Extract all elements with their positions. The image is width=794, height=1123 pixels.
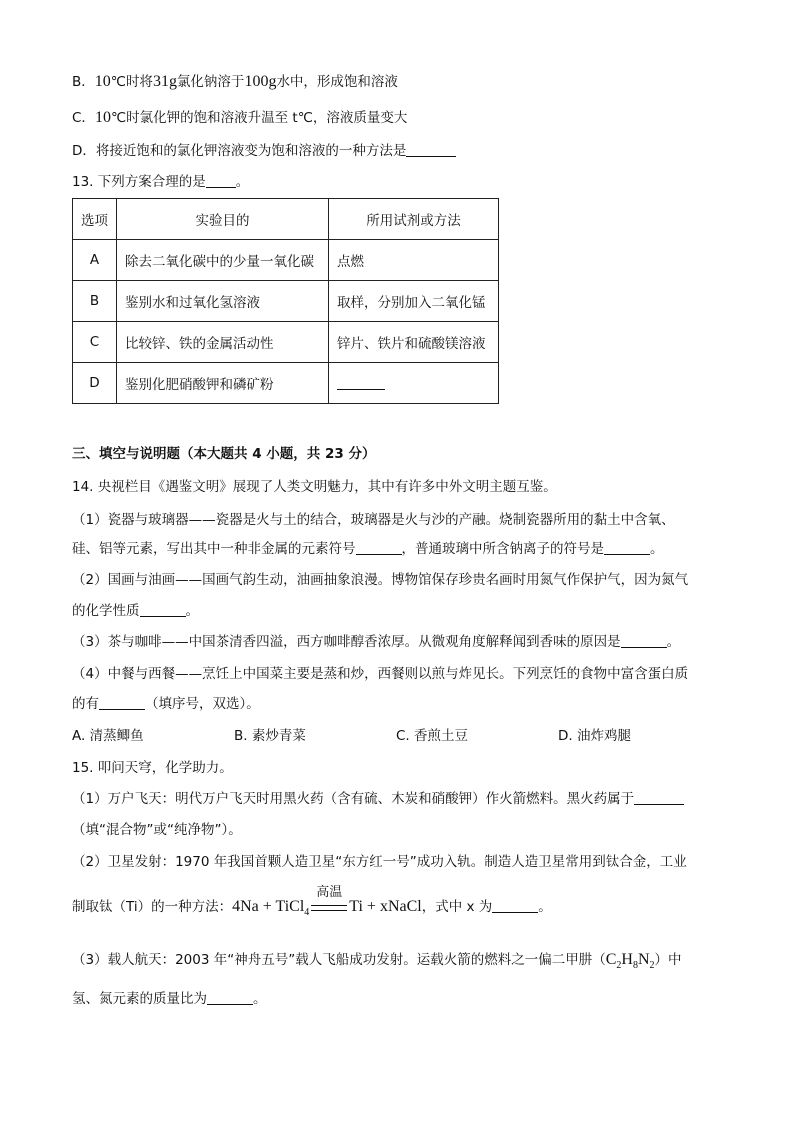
answer-blank[interactable] — [406, 142, 456, 157]
text-fragment: 。 — [650, 541, 664, 557]
text-fragment: （填序号，双选）。 — [145, 696, 260, 712]
q12-option-b — [72, 72, 398, 92]
purpose-cell: 除去二氧化碳中的少量一氧化碳 — [117, 240, 329, 281]
text-fragment: （1）万户飞天：明代万户飞天时用黑火药（含有硫、木炭和硝酸钾）作火箭燃料。黑火药属于 — [72, 791, 635, 807]
text-fragment: 制取钛（Ti）的一种方法： — [72, 899, 233, 915]
temperature-value: 10 — [94, 73, 111, 90]
temperature-unit: ℃ — [110, 74, 126, 90]
subscript: 2 — [649, 960, 655, 972]
text-fragment: 氢、氮元素的质量比为 — [72, 991, 207, 1007]
subscript: 8 — [632, 960, 638, 972]
option-cell: D — [73, 363, 117, 404]
mass-value-1: 31g — [152, 73, 177, 90]
purpose-cell: 鉴别化肥硝酸钾和磷矿粉 — [117, 363, 329, 404]
condition-text: 高温 — [316, 885, 343, 900]
text-fragment: 。 — [235, 174, 250, 190]
table-row — [73, 240, 499, 281]
q14-part3 — [72, 632, 680, 652]
answer-blank[interactable] — [207, 990, 253, 1005]
q14-part4-line1: （4）中餐与西餐——烹饪上中国菜主要是蒸和炒，西餐则以煎与炸见长。下列烹饪的食物中富含蛋白质 — [72, 666, 689, 682]
temperature-unit: ℃ — [110, 110, 127, 126]
q15-part2-line1: （2）卫星发射：1970 年我国首颗人造卫星“东方红一号”成功入轨。制造人造卫星常用到钛合金，工业 — [72, 854, 687, 870]
text-fragment: ，普通玻璃中所含钠离子的符号是 — [401, 541, 604, 557]
text-fragment: 。 — [666, 634, 681, 650]
option-d-text: D．将接近饱和的氯化钾溶液变为饱和溶液的一种方法是 — [72, 143, 407, 159]
element-symbol: H — [621, 951, 633, 968]
text-fragment: ，式中 x 为 — [421, 899, 493, 915]
method-cell: 点燃 — [329, 240, 499, 281]
q15-stem: 15. 叩问天穹，化学助力。 — [72, 760, 233, 776]
q15-part1-line1 — [72, 789, 684, 809]
text-fragment: 。 — [253, 991, 267, 1007]
method-cell: 锌片、铁片和硫酸镁溶液 — [329, 322, 499, 363]
q15-part3-line2 — [72, 989, 267, 1009]
answer-blank[interactable] — [99, 695, 145, 710]
q14-part2-line1: （2）国画与油画——国画气韵生动，油画抽象浪漫。博物馆保存珍贵名画时用氮气作保护气，因为氮气 — [72, 572, 689, 588]
text-fragment: ）中 — [654, 952, 682, 968]
answer-blank[interactable] — [356, 540, 402, 555]
subscript: 4 — [304, 907, 310, 919]
text-fragment: 时将 — [125, 74, 153, 90]
option-cell: A — [73, 240, 117, 281]
choice-a: A. 清蒸鲫鱼 — [72, 728, 144, 744]
equation-left — [232, 898, 310, 919]
choice-d: D. 油炸鸡腿 — [558, 728, 631, 744]
q14-part2-line2 — [72, 601, 199, 621]
option-cell: C — [73, 322, 117, 363]
option-c-prefix: C． — [72, 110, 95, 126]
purpose-cell: 鉴别水和过氧化氢溶液 — [117, 281, 329, 322]
text-fragment: （3）载人航天：2003 年“神舟五号”载人飞船成功发射。运载火箭的燃料之一偏二甲肼（ — [72, 952, 606, 968]
q15-part1-line2: （填“混合物”或“纯净物”）。 — [72, 822, 242, 838]
text-fragment: 。 — [185, 603, 199, 619]
text-fragment: 的化学性质 — [72, 603, 140, 619]
subscript: 2 — [616, 960, 622, 972]
table-header-row — [73, 199, 499, 240]
text-fragment: 氯化钠溶于 — [176, 74, 245, 90]
q13-options-table — [72, 198, 499, 404]
q12-option-d — [72, 141, 456, 161]
answer-blank[interactable] — [206, 173, 236, 188]
q14-part4-line2 — [72, 694, 260, 714]
text-fragment: 的有 — [72, 696, 99, 712]
option-cell: B — [73, 281, 117, 322]
equation-right: Ti + xNaCl — [349, 898, 422, 915]
chemical-formula — [605, 951, 655, 972]
text-fragment: 。 — [538, 899, 552, 915]
reaction-condition — [309, 885, 349, 917]
choice-b: B. 素炒青菜 — [234, 728, 306, 744]
choice-c: C. 香煎土豆 — [396, 728, 469, 744]
q15-part2-line2 — [72, 885, 552, 923]
equation-text: 4Na + TiCl — [232, 898, 305, 915]
purpose-cell: 比较锌、铁的金属活动性 — [117, 322, 329, 363]
text-fragment: 水中，形成饱和溶液 — [276, 74, 398, 90]
text-fragment: 硅、铝等元素，写出其中一种非金属的元素符号 — [72, 541, 356, 557]
method-cell[interactable] — [329, 363, 499, 404]
table-row — [73, 281, 499, 322]
q14-part1-line1: （1）瓷器与玻璃器——瓷器是火与土的结合，玻璃器是火与沙的产融。烧制瓷器所用的黏土中含氧、 — [72, 512, 675, 528]
table-header-cell: 实验目的 — [117, 199, 329, 240]
equals-sign — [311, 905, 347, 911]
q13-stem — [72, 172, 249, 192]
answer-blank[interactable] — [337, 375, 385, 390]
option-b-prefix: B． — [72, 74, 95, 90]
answer-blank[interactable] — [604, 540, 650, 555]
table-row — [73, 322, 499, 363]
section-title: 三、填空与说明题（本大题共 4 小题，共 23 分） — [72, 446, 376, 462]
answer-blank[interactable] — [140, 602, 186, 617]
answer-blank[interactable] — [634, 790, 684, 805]
element-symbol: N — [637, 951, 650, 968]
table-row — [73, 363, 499, 404]
temperature-value: 10 — [94, 109, 111, 126]
table-header-cell: 所用试剂或方法 — [329, 199, 499, 240]
method-cell: 取样，分别加入二氧化锰 — [329, 281, 499, 322]
q12-option-c — [72, 108, 407, 128]
table-header-cell: 选项 — [73, 199, 117, 240]
text-fragment: （3）茶与咖啡——中国茶清香四溢，西方咖啡醇香浓厚。从微观角度解释闻到香味的原因是 — [72, 634, 621, 650]
answer-blank[interactable] — [492, 898, 538, 913]
q14-stem: 14. 央视栏目《遇鉴文明》展现了人类文明魅力，其中有许多中外文明主题互鉴。 — [72, 479, 557, 495]
answer-blank[interactable] — [621, 633, 667, 648]
element-symbol: C — [605, 951, 617, 968]
q14-part1-line2 — [72, 539, 664, 559]
q15-part3-line1 — [72, 950, 682, 976]
text-fragment: 时氯化钾的饱和溶液升温至 t℃，溶液质量变大 — [126, 110, 408, 126]
mass-value-2: 100g — [244, 73, 277, 90]
question-text: 13. 下列方案合理的是 — [72, 174, 206, 190]
